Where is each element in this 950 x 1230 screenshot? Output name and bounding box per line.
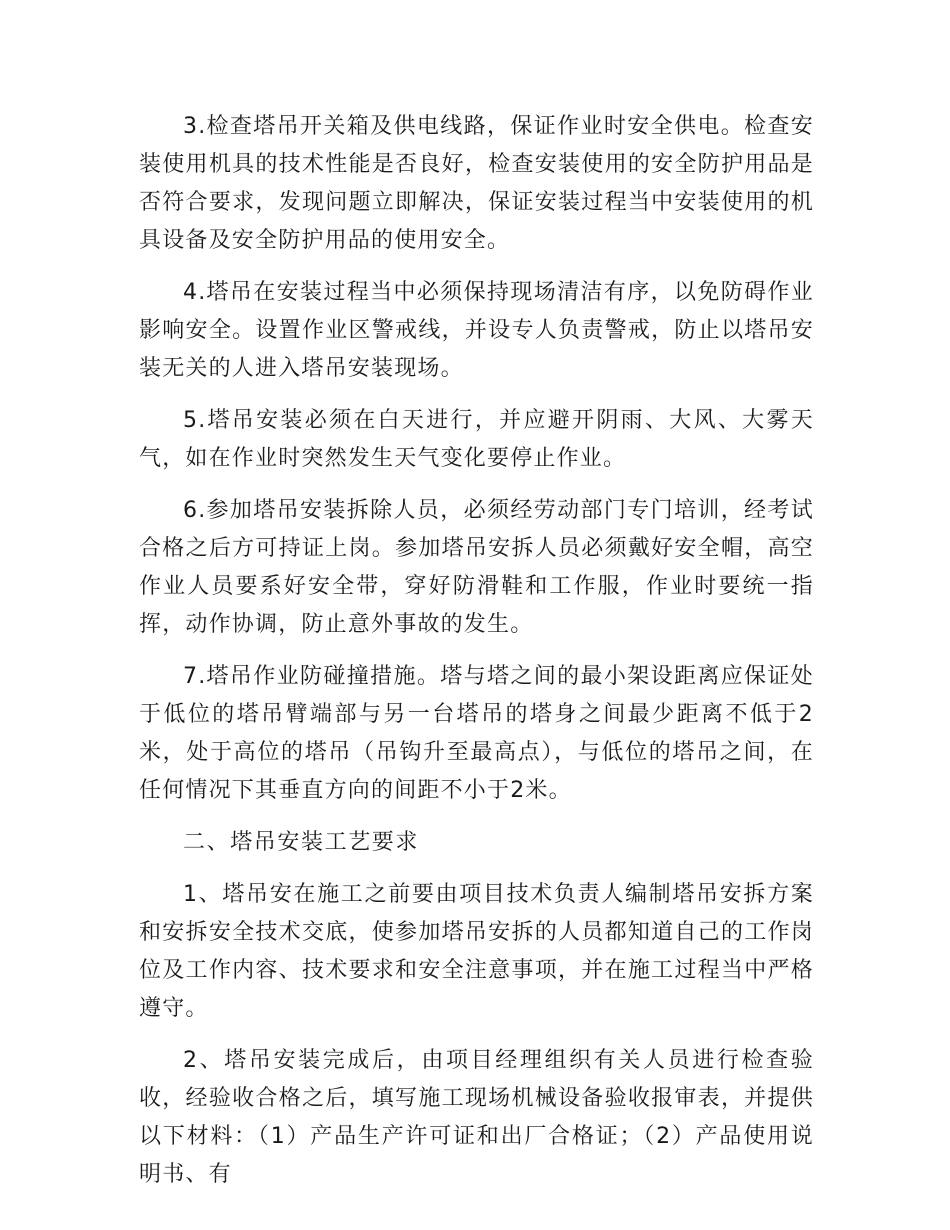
paragraph-item-5: 5.塔吊安装必须在白天进行，并应避开阴雨、大风、大雾天气，如在作业时突然发生天气变化要停止作业。	[139, 408, 814, 471]
section-heading: 二、塔吊安装工艺要求	[183, 830, 420, 855]
paragraph-item-1: 1、塔吊安在施工之前要由项目技术负责人编制塔吊安拆方案和安拆安全技术交底，使参加塔吊安拆的人员都知道自己的工作岗位及工作内容、技术要求和安全注意事项，并在施工过程当中严格遵守。	[139, 882, 814, 1021]
document-body	[139, 108, 814, 1194]
paragraph-item-6: 6.参加塔吊安装拆除人员，必须经劳动部门专门培训，经考试合格之后方可持证上岗。参加塔吊安拆人员必须戴好安全帽，高空作业人员要系好安全带，穿好防滑鞋和工作服，作业时要统一指挥，动作协调，防止意外事故的发生。	[139, 498, 814, 637]
paragraph-item-7: 7.塔吊作业防碰撞措施。塔与塔之间的最小架设距离应保证处于低位的塔吊臂端部与另一台塔吊的塔身之间最少距离不低于2米，处于高位的塔吊（吊钩升至最高点），与低位的塔吊之间，在任何情况下其垂直方向的间距不小于2米。	[139, 664, 814, 803]
paragraph-item-2: 2、塔吊安装完成后，由项目经理组织有关人员进行检查验收，经验收合格之后，填写施工现场机械设备验收报审表，并提供以下材料：（1）产品生产许可证和出厂合格证；（2）产品使用说明书、有	[139, 1048, 814, 1187]
paragraph-item-4: 4.塔吊在安装过程当中必须保持现场清洁有序，以免防碍作业影响安全。设置作业区警戒线，并设专人负责警戒，防止以塔吊安装无关的人进入塔吊安装现场。	[139, 280, 814, 381]
paragraph-item-3: 3.检查塔吊开关箱及供电线路，保证作业时安全供电。检查安装使用机具的技术性能是否良好，检查安装使用的安全防护用品是否符合要求，发现问题立即解决，保证安装过程当中安装使用的机具设备及安全防护用品的使用安全。	[139, 114, 814, 253]
